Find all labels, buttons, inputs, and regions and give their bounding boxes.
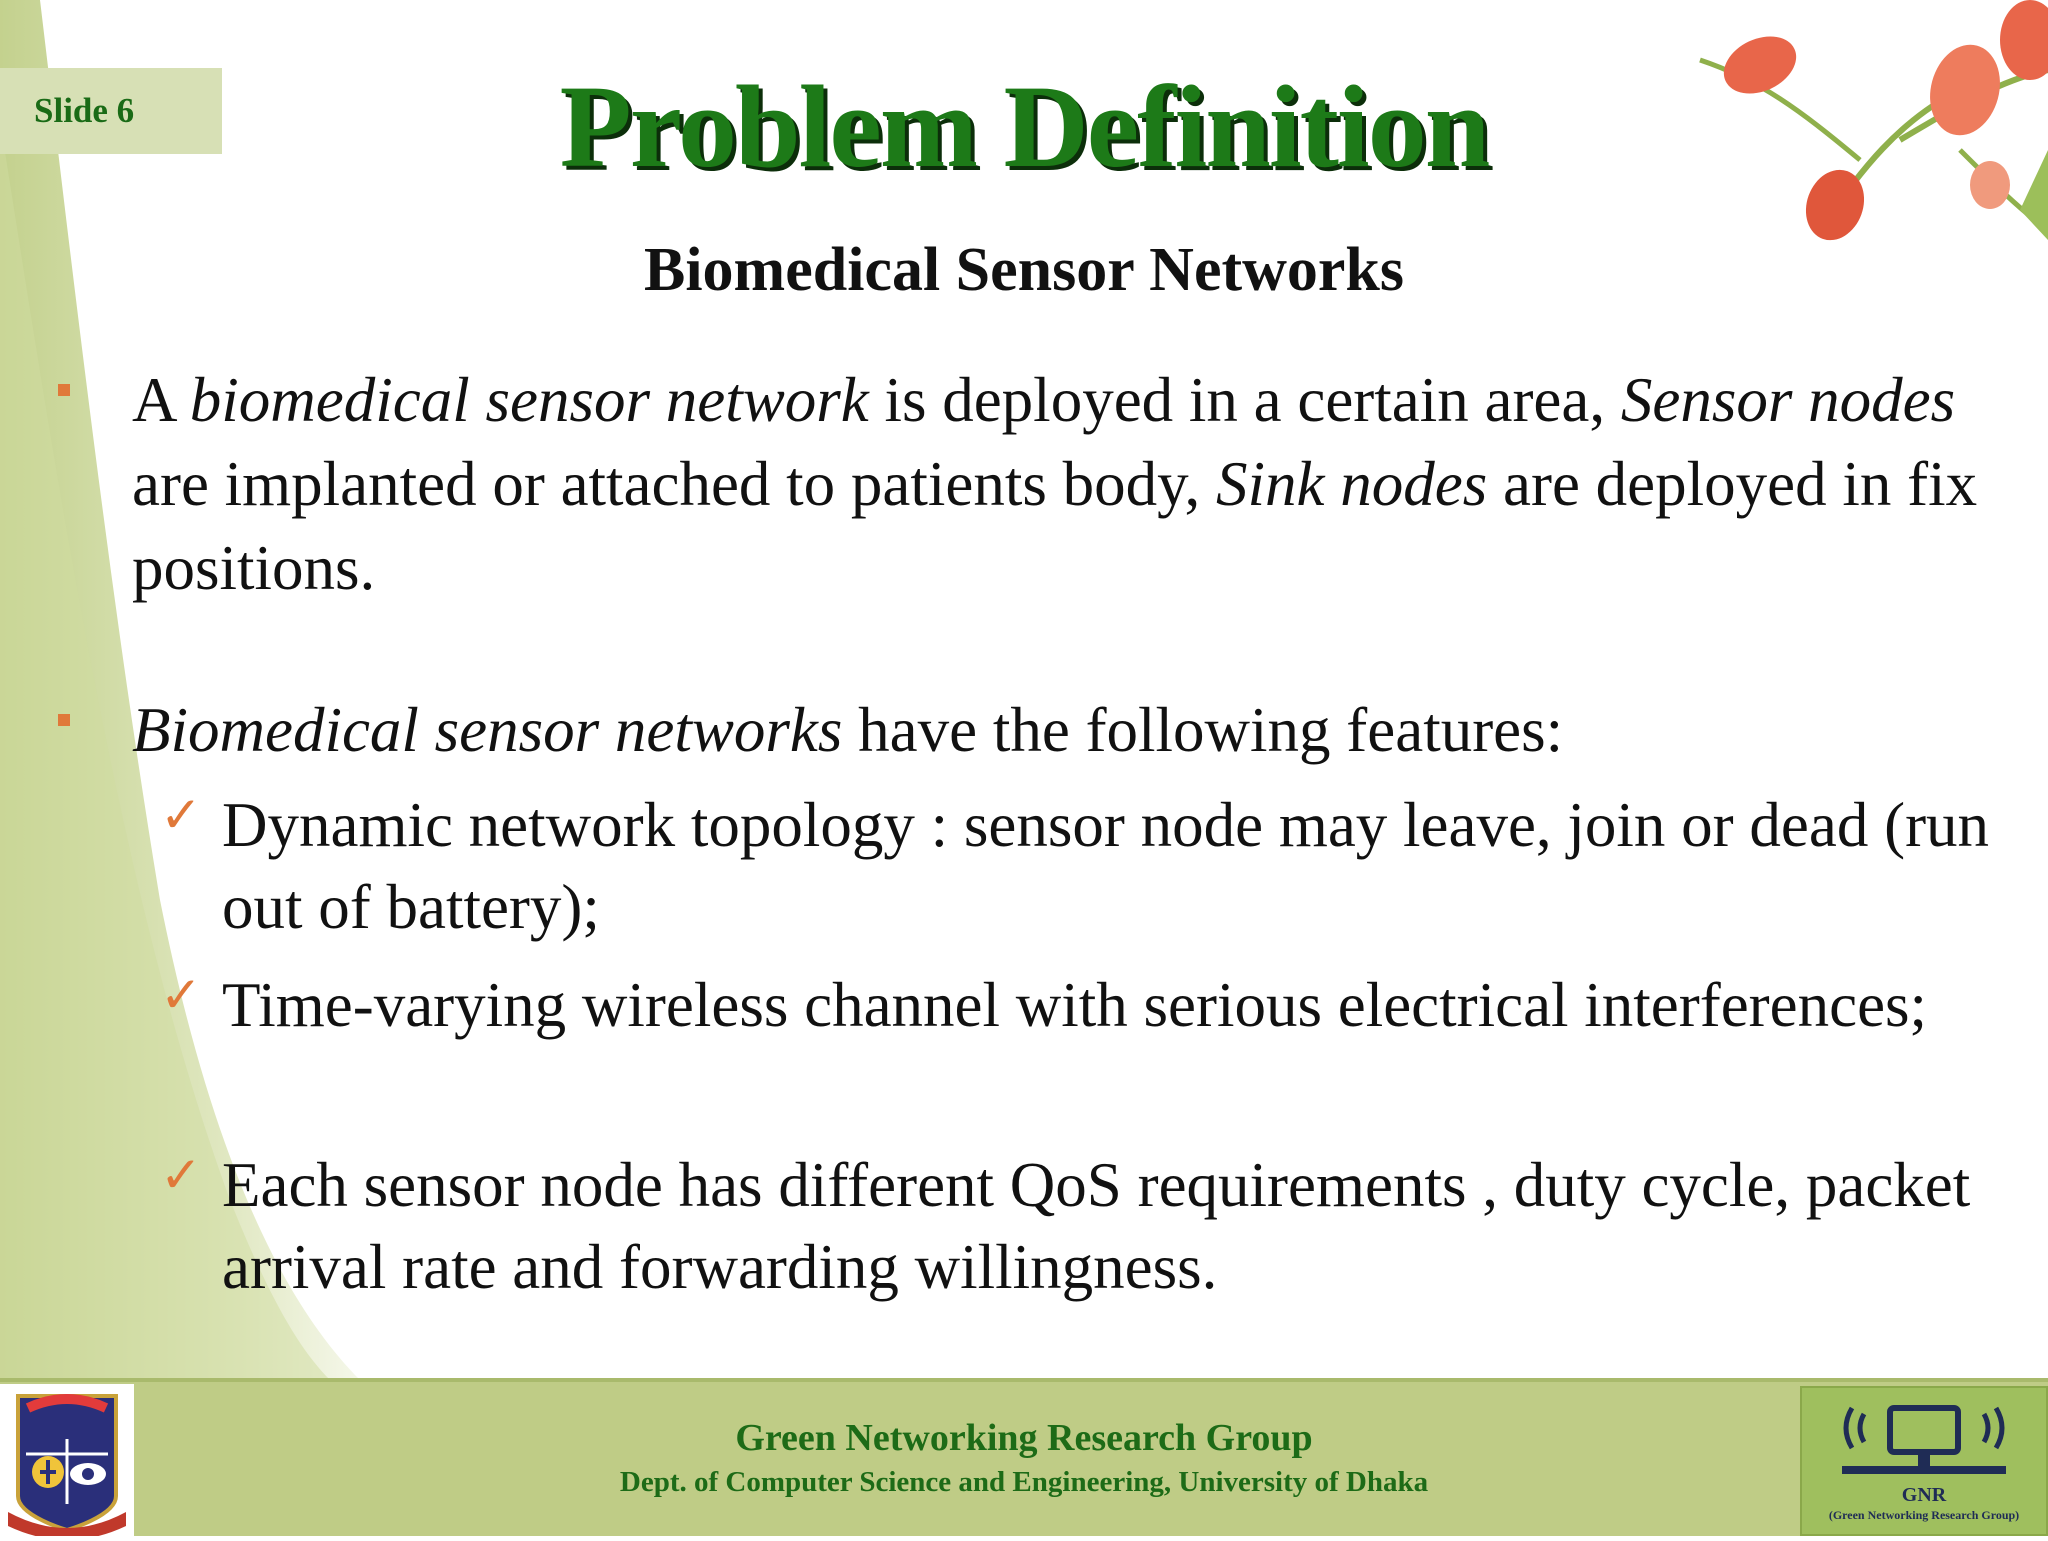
bullet-marker-2: [58, 714, 70, 726]
bullet-1-italic-b: Sensor nodes: [1620, 365, 1956, 435]
bullet-1-italic-c: Sink nodes: [1216, 449, 1488, 519]
bullet-1-text-a: A: [132, 365, 190, 435]
bullet-1-text-b: is deployed in a certain area,: [868, 365, 1621, 435]
checkmark-icon: ✓: [160, 1146, 202, 1204]
slide-title: Problem Definition: [559, 61, 1489, 192]
feature-item-1: Dynamic network topology : sensor node may leave, join or dead (run out of battery);: [222, 790, 1990, 942]
bullet-2-text: have the following features:: [842, 695, 1564, 765]
gnr-logo-title: GNR: [1901, 1484, 1947, 1506]
footer-group-name: Green Networking Research Group: [735, 1417, 1313, 1459]
bullet-1-italic-a: biomedical sensor network: [189, 365, 869, 435]
feature-item-3: Each sensor node has different QoS requirements , duty cycle, packet arrival rate and forwarding willingness.: [222, 1150, 1971, 1302]
checkmark-icon: ✓: [160, 786, 202, 844]
bullet-1-text-c: are implanted or attached to patients body,: [132, 449, 1217, 519]
checkmark-icon: ✓: [160, 966, 202, 1024]
feature-item-2: Time-varying wireless channel with serious electrical interferences;: [222, 970, 1928, 1040]
gnr-logo: [1800, 1386, 2048, 1536]
footer-department: Dept. of Computer Science and Engineering, University of Dhaka: [619, 1466, 1429, 1498]
slide-number-label: Slide 6: [34, 91, 135, 130]
footer-bar: [0, 1378, 2048, 1536]
university-logo: [0, 1384, 134, 1536]
bullet-marker-1: [58, 384, 70, 396]
bullet-2-italic: Biomedical sensor networks: [132, 695, 843, 765]
bullet-2: [132, 688, 1992, 772]
slide-subtitle: Biomedical Sensor Networks: [643, 236, 1405, 304]
bullet-1: [132, 358, 1992, 610]
monitor-wifi-icon: [1802, 1388, 2046, 1488]
gnr-logo-subtitle: (Green Networking Research Group): [1828, 1508, 2020, 1522]
bullet-1-text-d: are deployed in fix positions.: [132, 449, 1978, 603]
